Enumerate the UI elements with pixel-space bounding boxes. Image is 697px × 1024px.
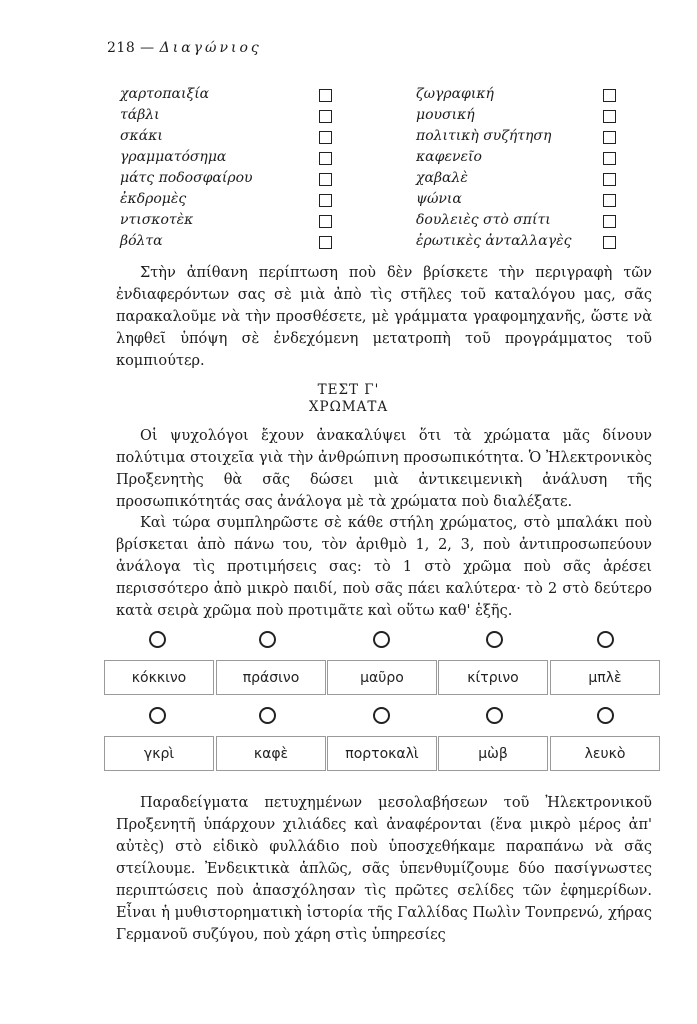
hobby-label: σκάκι xyxy=(120,128,163,144)
color-label: λευκὸ xyxy=(584,745,626,762)
color-label: κίτρινο xyxy=(467,669,519,686)
hobby-item xyxy=(416,189,616,210)
hobby-item xyxy=(120,168,332,189)
hobby-label: δουλειὲς στὸ σπίτι xyxy=(416,212,551,228)
color-option xyxy=(104,660,214,695)
color-label: πορτοκαλὶ xyxy=(345,745,419,762)
hobby-checkbox[interactable] xyxy=(319,110,332,123)
hobby-checkbox[interactable] xyxy=(319,215,332,228)
hobby-label: ψώνια xyxy=(416,191,462,207)
color-label: μπλὲ xyxy=(588,669,622,686)
hobby-label: μουσική xyxy=(416,107,475,123)
rank-circle[interactable] xyxy=(259,631,276,648)
hobby-item xyxy=(120,105,332,126)
hobby-label: μάτς ποδοσφαίρου xyxy=(120,170,253,186)
paragraph-examples xyxy=(116,792,652,946)
hobby-label: βόλτα xyxy=(120,233,163,249)
hobby-checkbox[interactable] xyxy=(603,110,616,123)
color-label: πράσινο xyxy=(242,669,300,686)
rank-circle[interactable] xyxy=(597,631,614,648)
paragraph-hobbies-note xyxy=(116,262,652,372)
hobby-label: χαρτοπαιξία xyxy=(120,86,210,102)
hobby-label: χαβαλὲ xyxy=(416,170,468,186)
color-option xyxy=(216,660,326,695)
hobby-checkbox[interactable] xyxy=(319,236,332,249)
hobby-label: ντισκοτὲκ xyxy=(120,212,194,228)
color-label: μαῦρο xyxy=(360,669,404,686)
hobby-label: πολιτικὴ συζήτηση xyxy=(416,128,552,144)
test-subtitle: ΧΡΩΜΑΤΑ xyxy=(308,399,389,415)
test-title: ΤΕΣΤ Γ' xyxy=(317,382,380,398)
hobby-checkbox[interactable] xyxy=(603,152,616,165)
rank-circle[interactable] xyxy=(373,707,390,724)
color-label: μὼβ xyxy=(478,745,508,762)
color-label: καφὲ xyxy=(253,745,289,762)
hobby-item xyxy=(120,189,332,210)
running-title: Διαγώνιος xyxy=(159,40,262,56)
rank-circle[interactable] xyxy=(597,707,614,724)
hobby-item xyxy=(416,126,616,147)
hobby-item xyxy=(416,210,616,231)
paragraph-text: Στὴν ἀπίθανη περίπτωση ποὺ δὲν βρίσκετε τὴν περιγραφὴ τῶν ἐνδιαφερόντων σας σὲ μιὰ ἀπὸ τὶς στῆλες τοῦ καταλόγου μας, σᾶς παρακαλοῦμε νὰ τὴν προσθέσετε, μὲ γράμματα γραφομηχανῆς, ὥστε νὰ ληφθεῖ ὑπόψη σὲ ἐνδεχόμενη μετατροπὴ τοῦ προγράμματος τοῦ κομπιούτερ. xyxy=(116,265,652,369)
rank-circle[interactable] xyxy=(486,631,503,648)
color-label: κόκκινο xyxy=(131,669,187,686)
hobby-checkbox[interactable] xyxy=(603,215,616,228)
color-option xyxy=(438,736,548,771)
hobby-checkbox[interactable] xyxy=(319,194,332,207)
hobby-checkbox[interactable] xyxy=(319,131,332,144)
hobby-checkbox[interactable] xyxy=(603,173,616,186)
rank-circle[interactable] xyxy=(373,631,390,648)
hobby-checkbox[interactable] xyxy=(319,152,332,165)
paragraph-text: Παραδείγματα πετυχημένων μεσολαβήσεων τοῦ Ἠλεκτρονικοῦ Προξενητῆ ὑπάρχουν χιλιάδες καὶ ἀναφέρονται (ἕνα μικρὸ μέρος ἀπ' αὐτὲς) στὸ εἰδικὸ φυλλάδιο ποὺ ὑποσχεθήκαμε παραπάνω νὰ σᾶς στείλουμε. Ἐνδεικτικὰ ἁπλῶς, σᾶς ὑπενθυμίζουμε δύο πασίγνωστες περιπτώσεις ποὺ ἀπασχόλησαν τὶς πρῶτες σελίδες τῶν ἐφημερίδων. Εἶναι ἡ μυθιστορηματικὴ ἱστορία τῆς Γαλλίδας Πωλὶν Τονπρενώ, χήρας Γερμανοῦ συζύγου, ποὺ χάρη στὶς ὑπηρεσίες xyxy=(116,795,652,943)
hobby-checkbox[interactable] xyxy=(603,131,616,144)
color-option xyxy=(327,736,437,771)
page-header xyxy=(107,40,262,56)
color-option xyxy=(216,736,326,771)
hobby-item xyxy=(416,168,616,189)
color-label: γκρὶ xyxy=(143,745,175,762)
color-option xyxy=(327,660,437,695)
rank-circle[interactable] xyxy=(259,707,276,724)
rank-circle[interactable] xyxy=(486,707,503,724)
hobby-item xyxy=(120,84,332,105)
paragraph-colors-intro xyxy=(116,425,652,513)
color-option xyxy=(104,736,214,771)
hobby-label: ζωγραφική xyxy=(416,86,494,102)
hobby-item xyxy=(416,147,616,168)
hobby-item xyxy=(120,210,332,231)
hobby-label: γραμματόσημα xyxy=(120,149,227,165)
hobby-checkbox[interactable] xyxy=(319,173,332,186)
paragraph-text: Οἱ ψυχολόγοι ἔχουν ἀνακαλύψει ὅτι τὰ χρώματα μᾶς δίνουν πολύτιμα στοιχεῖα γιὰ τὴν ἀνθρώπινη προσωπικότητα. Ὁ Ἠλεκτρονικὸς Προξενητὴς θὰ σᾶς δώσει μιὰ ἀντικειμενικὴ ἀνάλυση τῆς προσωπικότητάς σας ἀνάλογα μὲ τὰ χρώματα ποὺ διαλέξατε. xyxy=(116,428,652,510)
hobby-list-right xyxy=(416,84,616,252)
hobby-checkbox[interactable] xyxy=(319,89,332,102)
paragraph-text: Καὶ τώρα συμπληρῶστε σὲ κάθε στήλη χρώματος, στὸ μπαλάκι ποὺ βρίσκεται ἀπὸ πάνω του, τὸν ἀριθμὸ 1, 2, 3, ποὺ ἀντιπροσωπεύουν ἀνάλογα τὶς προτιμήσεις σας: τὸ 1 στὸ χρῶμα ποὺ σᾶς ἀρέσει περισσότερο ἀπὸ μικρὸ παιδί, ποὺ σᾶς πάει καλύτερα· τὸ 2 στὸ δεύτερο κατὰ σειρὰ χρῶμα ποὺ προτιμᾶτε καὶ οὕτω καθ' ἑξῆς. xyxy=(116,515,652,619)
hobby-label: καφενεῖο xyxy=(416,149,482,165)
hobby-label: τάβλι xyxy=(120,107,160,123)
hobby-item xyxy=(120,231,332,252)
color-option xyxy=(438,660,548,695)
hobby-label: ἐρωτικὲς ἀνταλλαγὲς xyxy=(416,233,572,249)
hobby-checkbox[interactable] xyxy=(603,89,616,102)
color-option xyxy=(550,660,660,695)
paragraph-colors-instructions xyxy=(116,512,652,622)
hobby-item xyxy=(120,126,332,147)
page-number: 218 — xyxy=(107,40,155,56)
hobby-item xyxy=(416,84,616,105)
hobby-checkbox[interactable] xyxy=(603,194,616,207)
rank-circle[interactable] xyxy=(149,707,166,724)
hobby-item xyxy=(416,105,616,126)
hobby-item xyxy=(416,231,616,252)
hobby-checkbox[interactable] xyxy=(603,236,616,249)
hobby-list-left xyxy=(120,84,332,252)
hobby-label: ἐκδρομὲς xyxy=(120,191,187,207)
color-option xyxy=(550,736,660,771)
hobby-item xyxy=(120,147,332,168)
rank-circle[interactable] xyxy=(149,631,166,648)
